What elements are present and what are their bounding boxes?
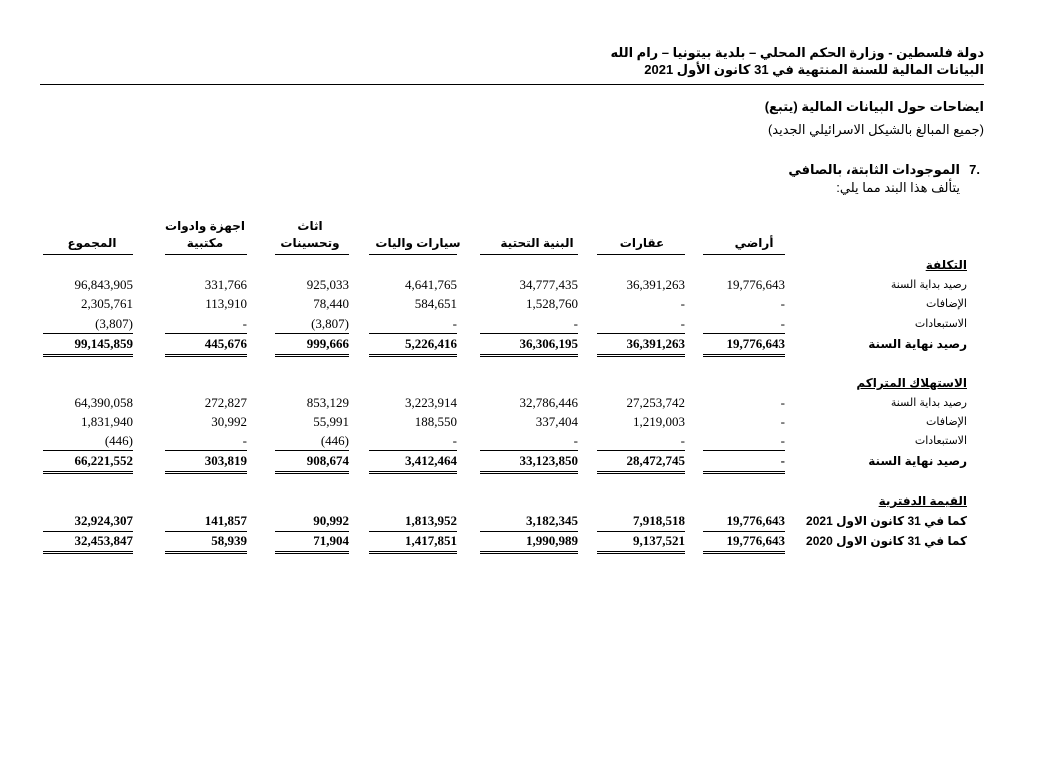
section-description: يتألف هذا البند مما يلي: bbox=[836, 180, 960, 195]
value-cell: 2,305,761 bbox=[81, 296, 133, 311]
value-cell: (3,807) bbox=[311, 316, 349, 331]
subtotal-rule bbox=[597, 450, 685, 451]
double-underline bbox=[275, 471, 349, 474]
column-header bbox=[265, 218, 355, 252]
total-value-cell: 999,666 bbox=[306, 336, 349, 351]
total-label: رصيد نهاية السنة bbox=[868, 454, 967, 468]
group-heading: القيمة الدفترية bbox=[878, 494, 967, 508]
double-underline bbox=[480, 551, 578, 554]
value-cell: - bbox=[780, 414, 785, 429]
subtotal-rule bbox=[597, 333, 685, 334]
subtotal-rule bbox=[703, 450, 785, 451]
total-label: رصيد نهاية السنة bbox=[868, 337, 967, 351]
double-underline bbox=[597, 354, 685, 357]
column-header-underline bbox=[43, 254, 133, 255]
double-underline bbox=[480, 354, 578, 357]
report-header bbox=[611, 44, 984, 78]
value-cell: 36,391,263 bbox=[626, 277, 685, 292]
column-header-underline bbox=[597, 254, 685, 255]
subtotal-rule bbox=[480, 450, 578, 451]
value-cell: 64,390,058 bbox=[74, 395, 133, 410]
subtotal-rule bbox=[703, 531, 785, 532]
book-value-cell: 3,182,345 bbox=[526, 513, 578, 528]
double-underline bbox=[369, 471, 457, 474]
value-cell: 1,528,760 bbox=[526, 296, 578, 311]
total-value-cell: 303,819 bbox=[204, 453, 247, 468]
value-cell: 19,776,643 bbox=[726, 277, 785, 292]
total-value-cell: - bbox=[780, 453, 785, 468]
value-cell: 1,831,940 bbox=[81, 414, 133, 429]
value-cell: 32,786,446 bbox=[519, 395, 578, 410]
value-cell: - bbox=[780, 296, 785, 311]
value-cell: - bbox=[680, 316, 685, 331]
subtotal-rule bbox=[480, 531, 578, 532]
value-cell: 1,219,003 bbox=[633, 414, 685, 429]
value-cell: - bbox=[573, 433, 578, 448]
book-value-cell: 141,857 bbox=[204, 513, 247, 528]
book-value-label: كما في 31 كانون الاول 2020 bbox=[806, 534, 967, 548]
column-header-underline bbox=[480, 254, 578, 255]
column-header-line2: المجموع bbox=[67, 236, 117, 250]
value-cell: 30,992 bbox=[211, 414, 247, 429]
double-underline bbox=[703, 551, 785, 554]
double-underline bbox=[275, 551, 349, 554]
total-value-cell: 5,226,416 bbox=[405, 336, 457, 351]
value-cell: 925,033 bbox=[306, 277, 349, 292]
value-cell: - bbox=[452, 316, 457, 331]
double-underline bbox=[597, 471, 685, 474]
column-header bbox=[714, 235, 794, 252]
row-label: الإضافات bbox=[926, 416, 967, 428]
value-cell: (3,807) bbox=[95, 316, 133, 331]
subtotal-rule bbox=[165, 333, 247, 334]
double-underline bbox=[597, 551, 685, 554]
total-value-cell: 33,123,850 bbox=[519, 453, 578, 468]
book-value-cell: 1,813,952 bbox=[405, 513, 457, 528]
column-header-line2: البنية التحتية bbox=[500, 236, 574, 250]
total-value-cell: 66,221,552 bbox=[74, 453, 133, 468]
value-cell: - bbox=[780, 433, 785, 448]
book-value-cell: 19,776,643 bbox=[726, 513, 785, 528]
double-underline bbox=[165, 551, 247, 554]
value-cell: - bbox=[780, 395, 785, 410]
column-header bbox=[363, 235, 473, 252]
double-underline bbox=[43, 471, 133, 474]
value-cell: 3,223,914 bbox=[405, 395, 457, 410]
column-header-line2: عقارات bbox=[619, 236, 665, 250]
value-cell: 337,404 bbox=[535, 414, 578, 429]
book-value-cell: 9,137,521 bbox=[633, 533, 685, 548]
book-value-cell: 32,924,307 bbox=[74, 513, 133, 528]
value-cell: 78,440 bbox=[313, 296, 349, 311]
double-underline bbox=[369, 354, 457, 357]
value-cell: 331,766 bbox=[204, 277, 247, 292]
subtotal-rule bbox=[480, 333, 578, 334]
subtotal-rule bbox=[165, 531, 247, 532]
book-value-cell: 71,904 bbox=[313, 533, 349, 548]
value-cell: 584,651 bbox=[414, 296, 457, 311]
book-value-cell: 58,939 bbox=[211, 533, 247, 548]
subtotal-rule bbox=[275, 450, 349, 451]
value-cell: (446) bbox=[320, 433, 349, 448]
value-cell: 272,827 bbox=[204, 395, 247, 410]
book-value-cell: 7,918,518 bbox=[633, 513, 685, 528]
column-header bbox=[42, 235, 142, 252]
column-header-underline bbox=[703, 254, 785, 255]
column-header-line2: مكتبية bbox=[186, 236, 224, 250]
header-line-2: البيانات المالية للسنة المنتهية في 31 كانون الأول 2021 bbox=[644, 62, 984, 77]
value-cell: 188,550 bbox=[414, 414, 457, 429]
book-value-cell: 32,453,847 bbox=[74, 533, 133, 548]
value-cell: 4,641,765 bbox=[405, 277, 457, 292]
header-line-1: دولة فلسطين - وزارة الحكم المحلي – بلدية بيتونيا – رام الله bbox=[610, 45, 984, 60]
section-number: .7 bbox=[969, 162, 980, 177]
value-cell: 55,991 bbox=[313, 414, 349, 429]
column-header-line2: سيارات واليات bbox=[375, 236, 461, 250]
row-label: الاستبعادات bbox=[914, 435, 967, 447]
column-header-line1: اثاث bbox=[297, 219, 323, 233]
book-value-cell: 1,417,851 bbox=[405, 533, 457, 548]
row-label: الإضافات bbox=[926, 298, 967, 310]
group-heading: التكلفة bbox=[925, 258, 967, 272]
subtotal-rule bbox=[369, 531, 457, 532]
subtotal-rule bbox=[275, 531, 349, 532]
column-header bbox=[487, 235, 587, 252]
notes-subtitle: (جميع المبالغ بالشيكل الاسرائيلي الجديد) bbox=[767, 122, 984, 137]
subtotal-rule bbox=[369, 450, 457, 451]
double-underline bbox=[165, 471, 247, 474]
double-underline bbox=[43, 551, 133, 554]
value-cell: - bbox=[452, 433, 457, 448]
total-value-cell: 3,412,464 bbox=[405, 453, 457, 468]
subtotal-rule bbox=[43, 333, 133, 334]
subtotal-rule bbox=[369, 333, 457, 334]
total-value-cell: 99,145,859 bbox=[74, 336, 133, 351]
total-value-cell: 445,676 bbox=[204, 336, 247, 351]
group-heading: الاستهلاك المتراكم bbox=[856, 376, 967, 390]
value-cell: - bbox=[680, 296, 685, 311]
value-cell: 853,129 bbox=[306, 395, 349, 410]
column-header bbox=[597, 235, 687, 252]
double-underline bbox=[275, 354, 349, 357]
column-header-line2: أراضي bbox=[734, 236, 774, 250]
double-underline bbox=[165, 354, 247, 357]
subtotal-rule bbox=[703, 333, 785, 334]
value-cell: 113,910 bbox=[205, 296, 247, 311]
total-value-cell: 19,776,643 bbox=[726, 336, 785, 351]
total-value-cell: 908,674 bbox=[306, 453, 349, 468]
book-value-cell: 1,990,989 bbox=[526, 533, 578, 548]
column-header-underline bbox=[369, 254, 457, 255]
column-header-underline bbox=[165, 254, 247, 255]
subtotal-rule bbox=[165, 450, 247, 451]
value-cell: - bbox=[242, 316, 247, 331]
value-cell: 96,843,905 bbox=[74, 277, 133, 292]
double-underline bbox=[703, 354, 785, 357]
column-header-line2: وتحسينات bbox=[280, 236, 340, 250]
notes-title: ايضاحات حول البيانات المالية (يتبع) bbox=[764, 99, 984, 114]
double-underline bbox=[369, 551, 457, 554]
row-label: رصيد بداية السنة bbox=[890, 397, 967, 409]
section-title: الموجودات الثابتة، بالصافي bbox=[788, 162, 960, 177]
value-cell: (446) bbox=[104, 433, 133, 448]
value-cell: - bbox=[780, 316, 785, 331]
subtotal-rule bbox=[43, 531, 133, 532]
subtotal-rule bbox=[43, 450, 133, 451]
total-value-cell: 36,306,195 bbox=[519, 336, 578, 351]
total-value-cell: 36,391,263 bbox=[626, 336, 685, 351]
double-underline bbox=[480, 471, 578, 474]
value-cell: 27,253,742 bbox=[626, 395, 685, 410]
double-underline bbox=[703, 471, 785, 474]
column-header bbox=[155, 218, 255, 252]
total-value-cell: 28,472,745 bbox=[626, 453, 685, 468]
subtotal-rule bbox=[597, 531, 685, 532]
value-cell: - bbox=[680, 433, 685, 448]
row-label: رصيد بداية السنة bbox=[890, 279, 967, 291]
value-cell: - bbox=[573, 316, 578, 331]
column-header-underline bbox=[275, 254, 349, 255]
book-value-label: كما في 31 كانون الاول 2021 bbox=[806, 514, 967, 528]
subtotal-rule bbox=[275, 333, 349, 334]
value-cell: 34,777,435 bbox=[519, 277, 578, 292]
row-label: الاستبعادات bbox=[914, 318, 967, 330]
value-cell: - bbox=[242, 433, 247, 448]
double-underline bbox=[43, 354, 133, 357]
book-value-cell: 90,992 bbox=[313, 513, 349, 528]
book-value-cell: 19,776,643 bbox=[726, 533, 785, 548]
column-header-line1: اجهزة وادوات bbox=[165, 219, 245, 233]
header-divider bbox=[40, 84, 984, 85]
